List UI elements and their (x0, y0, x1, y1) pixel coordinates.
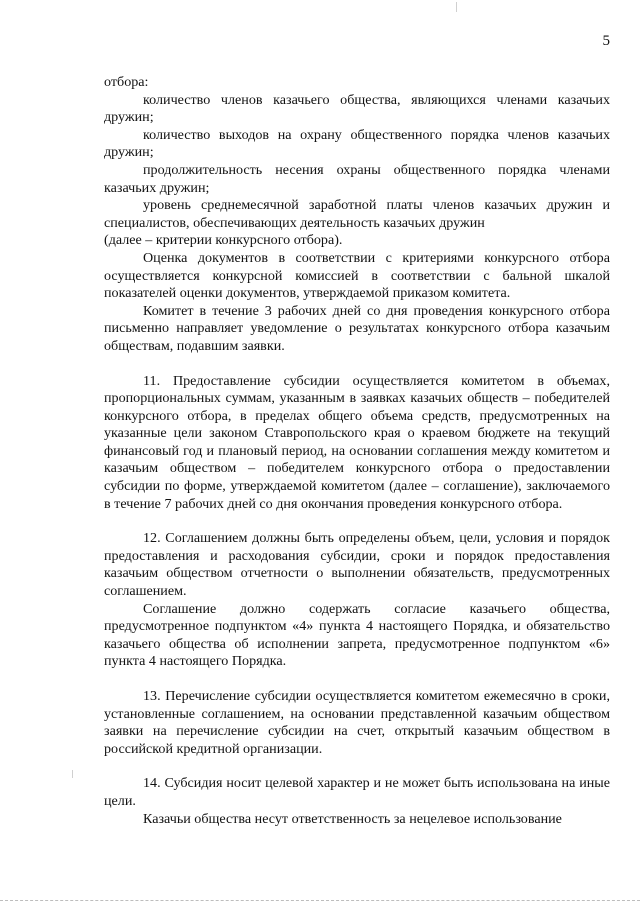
paragraph: 13. Перечисление субсидии осуществляется комитетом ежемесячно в сроки, установленные соглашением, на основании представленной казачьим обществом заявки на перечисление субсидии на счет, открытый казачьим обществом в российской кредитной организации. (104, 688, 610, 757)
section-gap (104, 356, 610, 373)
paragraph: Оценка документов в соответствии с критериями конкурсного отбора осуществляется конкурсной комиссией в соответствии с бальной шкалой показателей оценки документов, утверждаемой приказом комитета. (104, 249, 610, 302)
paragraph: количество выходов на охрану общественного порядка членов казачьих дружин; (104, 126, 610, 161)
paragraph: количество членов казачьего общества, являющихся членами казачьих дружин; (104, 91, 610, 126)
section-13 (104, 688, 610, 758)
paragraph: отбора: (104, 74, 149, 90)
section-14 (104, 775, 610, 828)
document-body (104, 74, 610, 828)
paragraph: Комитет в течение 3 рабочих дней со дня проведения конкурсного отбора письменно направляет уведомление о результатах конкурсного отбора казачьим обществам, подавшим заявки. (104, 302, 610, 354)
section-12 (104, 530, 610, 671)
paragraph: 12. Соглашением должны быть определены объем, цели, условия и порядок предоставления и расходования субсидии, сроки и порядок предоставления казачьим обществом отчетности о выполнении обязательств, предусмотренных соглашением. (104, 530, 610, 600)
scan-edge-line (0, 900, 640, 901)
paragraph-block (104, 74, 610, 356)
section-gap (104, 671, 610, 688)
scan-artifact (72, 770, 73, 778)
paragraph: 11. Предоставление субсидии осуществляется комитетом в объемах, пропорциональных суммам, указанным в заявках казачьих обществ – победителей конкурсного отбора, в пределах общего объема средств, предусмотренных на указанные цели законом Ставропольского края о краевом бюджете на текущий финансовый год и плановый период, на основании соглашения между комитетом и казачьим обществом – победителем конкурсного отбора о предоставлении субсидии по форме, утверждаемой комитетом (далее – соглашение), заключаемого в течение 7 рабочих дней со дня окончания проведения конкурсного отбора. (104, 372, 610, 512)
paragraph: 14. Субсидия носит целевой характер и не может быть использована на иные цели. (104, 775, 610, 809)
paragraph: Соглашение должно содержать согласие казачьего общества, предусмотренное подпунктом «4» пункта 4 настоящего Порядка, и обязательство казачьего общества об исполнении запрета, предусмотренное подпунктом «6» пункта 4 настоящего Порядка. (104, 600, 610, 670)
paragraph: продолжительность несения охраны общественного порядка членами казачьих дружин; (104, 161, 610, 196)
scan-artifact (456, 2, 457, 12)
section-11 (104, 373, 610, 514)
paragraph: (далее – критерии конкурсного отбора). (104, 232, 343, 249)
section-gap (104, 758, 610, 775)
section-gap (104, 513, 610, 530)
page-number: 5 (602, 33, 610, 49)
paragraph: уровень среднемесячной заработной платы членов казачьих дружин и специалистов, обеспечивающих деятельность казачьих дружин (104, 197, 610, 231)
paragraph: Казачьи общества несут ответственность за нецелевое использование (143, 810, 562, 827)
